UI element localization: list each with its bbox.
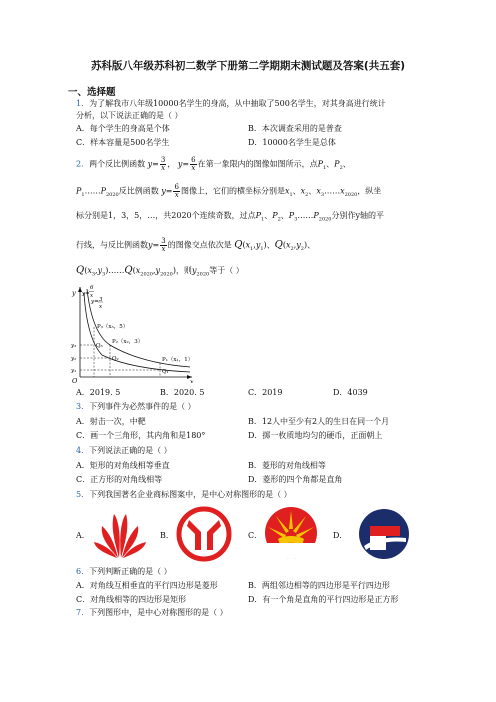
option-a[interactable]: A．每个学生的身高是个体 [76, 124, 170, 133]
dongfeng-logo[interactable] [176, 506, 232, 562]
question-text: 为了解我市八年级10000名学生的身高，从中抽取了500名学生，对其身高进行统计 [89, 99, 386, 108]
question-text: 的图像交点依次是 [167, 240, 232, 250]
option-b[interactable]: B．本次调查采用的是普查 [248, 124, 342, 133]
option-b[interactable]: B．两组邻边相等的四边形是平行四边形 [248, 581, 390, 590]
x-axis-label: x [190, 378, 194, 383]
question-text: ，纵坐 [357, 186, 382, 196]
option-d[interactable]: D．10000名学生是总体 [248, 138, 336, 147]
point-q2: Q₂ [112, 356, 119, 362]
question-4 [76, 445, 172, 456]
question-number: 4． [76, 446, 90, 455]
point-p2: P₂（x₂，3） [112, 339, 144, 345]
curve-label-3-numerator: 3 [99, 297, 103, 303]
question-text: 下列说法正确的是（ ） [89, 446, 172, 455]
option-b[interactable]: B． [160, 531, 174, 540]
option-a[interactable]: A．对角线互相垂直的平行四边形是菱形 [76, 581, 218, 590]
section-heading: 一、选择题 [68, 87, 116, 98]
question-number: 5． [76, 490, 90, 499]
option-a[interactable]: A．2019. 5 [76, 388, 121, 397]
point-q1: Q₁ [162, 369, 169, 375]
page-title: 苏科版八年级苏科初二数学下册第二学期期末测试题及答案(共五套) [90, 60, 406, 72]
fraction: $\frac{3}{x}$ [160, 156, 166, 172]
huawei-logo[interactable] [92, 508, 148, 560]
option-a[interactable]: A． [76, 531, 90, 540]
flag-arc-logo[interactable] [356, 506, 412, 562]
question-text: 等于（ ） [209, 266, 244, 275]
option-b[interactable]: B．菱形的对角线相等 [248, 461, 326, 470]
option-d[interactable]: D．4039 [333, 388, 368, 397]
inverse-function-graph [70, 283, 200, 383]
question-3 [76, 401, 196, 412]
curve-label-3: y= [91, 299, 99, 305]
petrochina-logo[interactable] [262, 505, 320, 561]
question-text: 反比例函数 [118, 186, 159, 196]
curve-label-3-denominator: x [99, 304, 103, 310]
question-text: 下列判断正确的是（ ） [89, 567, 172, 576]
question-text: 行线，与反比例函数 [76, 240, 148, 250]
question-text: 分别作y轴的平 [331, 211, 385, 220]
question-1-cont: 分析，以下说法正确的是（ ） [76, 111, 183, 120]
question-text: 标分别是1，3，5，…，共2020个连续奇数，过点 [76, 211, 256, 220]
fraction: $\frac{6}{x}$ [191, 156, 196, 172]
question-number: 1． [76, 99, 90, 108]
option-d[interactable]: D． [333, 531, 348, 540]
question-text: ，则 [175, 266, 192, 275]
y3-label: y₃ [71, 343, 77, 349]
option-d[interactable]: D．有一个角是直角的平行四边形是正方形 [248, 595, 399, 604]
option-d[interactable]: D．掷一枚质地均匀的硬币，正面朝上 [248, 431, 383, 440]
question-2: 2．两个反比例函数 y= $\frac{3}{x}$ ， y= $\frac{6}{x}$ 在第一象限内的图像如图所示，点$P_1$、$P_2$、 [76, 156, 351, 172]
option-c[interactable]: C． [248, 531, 263, 540]
question-5 [76, 489, 292, 500]
option-d[interactable]: D．菱形的四个角都是直角 [248, 475, 343, 484]
option-c[interactable]: C．正方形的对角线相等 [76, 475, 163, 484]
curve-label-6-numerator: 6 [90, 285, 94, 291]
question-text: 下列事件为必然事件的是（ ） [89, 402, 196, 411]
question-2-line-2: $P_1\dots\dots P_{2020}$反比例函数 y= $\frac{6}{x}$ 图像上，它们的横坐标分别是$x_1$、$x_2$、$x_3\dots\dots x_{2020}$，纵坐 [76, 183, 382, 199]
question-2-line-3: 标分别是1，3，5，…，共2020个连续奇数，过点$P_1$、$P_2$、$P_3\dots\dots P_{2020}$分别作y轴的平 [76, 211, 385, 223]
y2-label: y₂ [71, 356, 77, 362]
option-c[interactable]: C．画一个三角形，其内角和是180° [76, 431, 206, 440]
origin-label: O [72, 377, 78, 383]
point-p1: P₁（x₁，1） [162, 357, 194, 363]
point-q3: Q₃ [96, 343, 103, 349]
question-6 [76, 566, 172, 577]
y1-label: y₁ [71, 368, 77, 374]
y-axis-label: y [72, 289, 76, 297]
question-text: 下列图形中，是中心对称图形的是（ ） [89, 608, 228, 617]
question-number: 7． [76, 608, 90, 617]
curve-label-6-denominator: x [90, 293, 94, 299]
question-text: 图像上，它们的横坐标分别是 [180, 186, 285, 196]
curve-label-6: y= [82, 291, 90, 297]
question-text: 下列我国著名企业商标图案中，是中心对称图形的是（ ） [89, 490, 292, 499]
option-c[interactable]: C．样本容量是500名学生 [76, 138, 170, 147]
question-2-line-5: $Q(x_3,y_3)\dots\dots Q(x_{2020},y_{2020})$，则$y_{2020}$等于（ ） [76, 265, 244, 278]
option-b[interactable]: B．2020. 5 [160, 388, 205, 397]
question-number: 3． [76, 402, 90, 411]
question-text: 在第一象限内的图像如图所示，点 [197, 159, 318, 169]
question-number: 2． [76, 159, 90, 169]
option-c[interactable]: C．2019 [248, 388, 283, 397]
option-a[interactable]: A．矩形的对角线相等垂直 [76, 461, 170, 470]
option-b[interactable]: B．12人中至少有2人的生日在同一个月 [248, 417, 390, 426]
option-c[interactable]: C．对角线相等的四边形是矩形 [76, 595, 187, 604]
question-2-line-4: 行线，与反比例函数y= $\frac{3}{x}$ 的图像交点依次是 $Q(x_1,y_1)$、$Q(x_2,y_2)$、 [76, 237, 316, 253]
question-1 [76, 98, 386, 109]
question-text: 两个反比例函数 [89, 159, 146, 169]
option-a[interactable]: A．射击一次，中靶 [76, 417, 146, 426]
fraction: $\frac{6}{x}$ [174, 183, 179, 199]
point-p3: P₃（x₃，5） [97, 324, 129, 330]
question-number: 6． [76, 567, 90, 576]
fraction: $\frac{3}{x}$ [161, 237, 166, 253]
question-7 [76, 607, 228, 618]
